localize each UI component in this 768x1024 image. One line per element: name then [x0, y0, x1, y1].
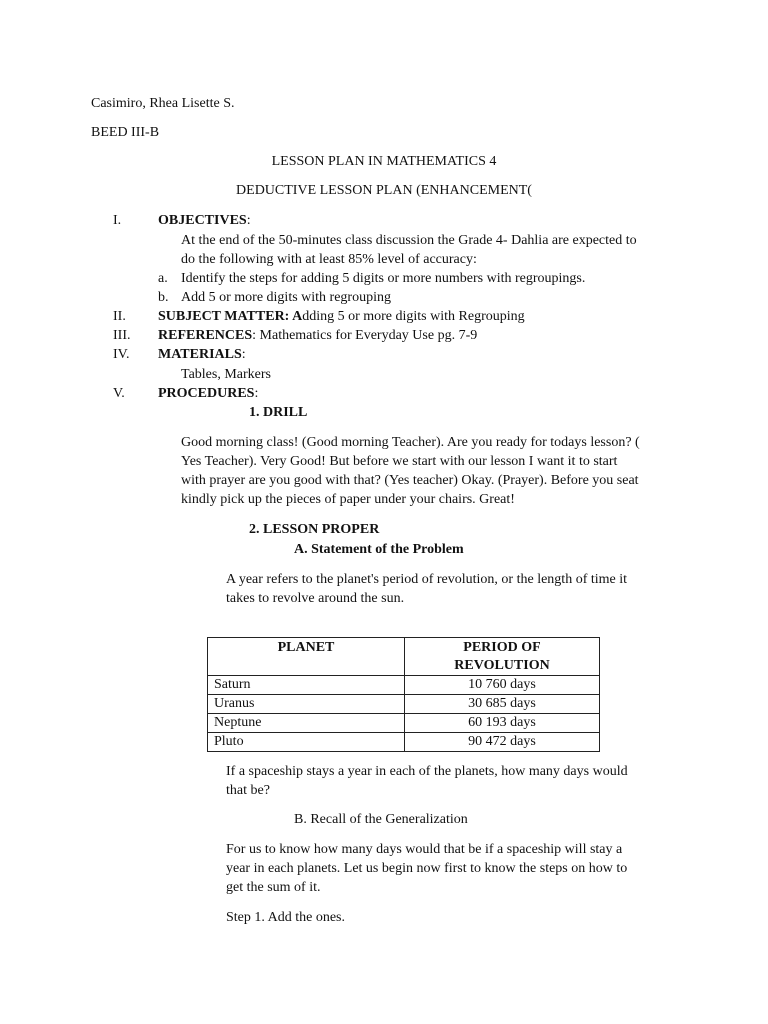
- class-section: BEED III-B: [91, 125, 160, 140]
- table-row: [208, 714, 600, 733]
- objective-letter-b: b.: [158, 290, 169, 305]
- document-subtitle: DEDUCTIVE LESSON PLAN (ENHANCEMENT(: [236, 183, 532, 198]
- period-header-line-1: PERIOD OF: [463, 640, 541, 655]
- subject-matter-label: SUBJECT MATTER:: [158, 309, 290, 324]
- recall-line: get the sum of it.: [226, 880, 321, 895]
- materials-heading: [158, 345, 246, 364]
- period-header-line-2: REVOLUTION: [454, 658, 550, 673]
- planet-revolution-table: [207, 637, 600, 752]
- recall-line: For us to know how many days would that be if a spaceship will stay a: [226, 842, 623, 857]
- materials-number: IV.: [113, 347, 130, 362]
- procedures-heading: [158, 384, 258, 403]
- question-line: If a spaceship stays a year in each of the planets, how many days would: [226, 764, 628, 779]
- table-header-row: [208, 638, 600, 676]
- planet-column-header: PLANET: [208, 638, 405, 676]
- lesson-proper-heading: 2. LESSON PROPER: [249, 522, 380, 537]
- objectives-number: I.: [113, 213, 122, 228]
- recall-paragraph: [226, 840, 678, 897]
- document-title: LESSON PLAN IN MATHEMATICS 4: [271, 154, 497, 169]
- statement-line: A year refers to the planet's period of revolution, or the length of time it: [226, 572, 628, 587]
- objectives-intro-line-1: At the end of the 50-minutes class discussion the Grade 4- Dahlia are expected to: [181, 233, 637, 248]
- materials-colon: :: [241, 347, 246, 362]
- drill-line: with prayer are you good with that? (Yes teacher) Okay. (Prayer). Before you seat: [181, 473, 639, 488]
- period-cell: 90 472 days: [405, 733, 600, 752]
- drill-paragraph: [181, 433, 678, 509]
- planet-cell: Pluto: [208, 733, 405, 752]
- references-number: III.: [113, 328, 131, 343]
- subject-matter-text: dding 5 or more digits with Regrouping: [302, 309, 525, 324]
- references-label: REFERENCES: [158, 328, 253, 343]
- objectives-heading: [158, 211, 251, 230]
- drill-heading: 1. DRILL: [249, 405, 308, 420]
- question-line: that be?: [226, 783, 270, 798]
- objective-text-a: Identify the steps for adding 5 digits or more numbers with regroupings.: [181, 271, 586, 286]
- planet-cell: Uranus: [208, 695, 405, 714]
- objectives-intro-line-2: do the following with at least 85% level of accuracy:: [181, 252, 477, 267]
- procedures-number: V.: [113, 386, 125, 401]
- drill-line: kindly pick up the pieces of paper under your chairs. Great!: [181, 492, 515, 507]
- materials-text: Tables, Markers: [181, 367, 271, 382]
- procedures-label: PROCEDURES: [158, 386, 255, 401]
- step-1-text: Step 1. Add the ones.: [226, 910, 345, 925]
- subject-matter-line: [158, 307, 525, 326]
- statement-line: takes to revolve around the sun.: [226, 591, 405, 606]
- objectives-label: OBJECTIVES: [158, 213, 247, 228]
- planet-cell: Neptune: [208, 714, 405, 733]
- period-cell: 10 760 days: [405, 676, 600, 695]
- references-text: : Mathematics for Everyday Use pg. 7-9: [252, 328, 478, 343]
- table-row: [208, 733, 600, 752]
- planet-cell: Saturn: [208, 676, 405, 695]
- procedures-colon: :: [254, 386, 259, 401]
- table-row: [208, 676, 600, 695]
- drill-line: Yes Teacher). Very Good! But before we start with our lesson I want it to start: [181, 454, 618, 469]
- period-cell: 30 685 days: [405, 695, 600, 714]
- drill-line: Good morning class! (Good morning Teacher). Are you ready for todays lesson? (: [181, 435, 640, 450]
- recall-line: year in each planets. Let us begin now first to know the steps on how to: [226, 861, 628, 876]
- references-line: [158, 326, 477, 345]
- recall-heading: B. Recall of the Generalization: [294, 812, 468, 827]
- statement-paragraph: [226, 570, 678, 608]
- objectives-colon: :: [246, 213, 251, 228]
- materials-label: MATERIALS: [158, 347, 242, 362]
- objective-letter-a: a.: [158, 271, 168, 286]
- table-row: [208, 695, 600, 714]
- period-cell: 60 193 days: [405, 714, 600, 733]
- objective-text-b: Add 5 or more digits with regrouping: [181, 290, 391, 305]
- author-name: Casimiro, Rhea Lisette S.: [91, 96, 235, 111]
- subject-matter-number: II.: [113, 309, 126, 324]
- subject-matter-bold-letter: A: [289, 309, 303, 324]
- question-paragraph: [226, 762, 678, 800]
- statement-heading: A. Statement of the Problem: [294, 542, 464, 557]
- period-column-header: [405, 638, 600, 676]
